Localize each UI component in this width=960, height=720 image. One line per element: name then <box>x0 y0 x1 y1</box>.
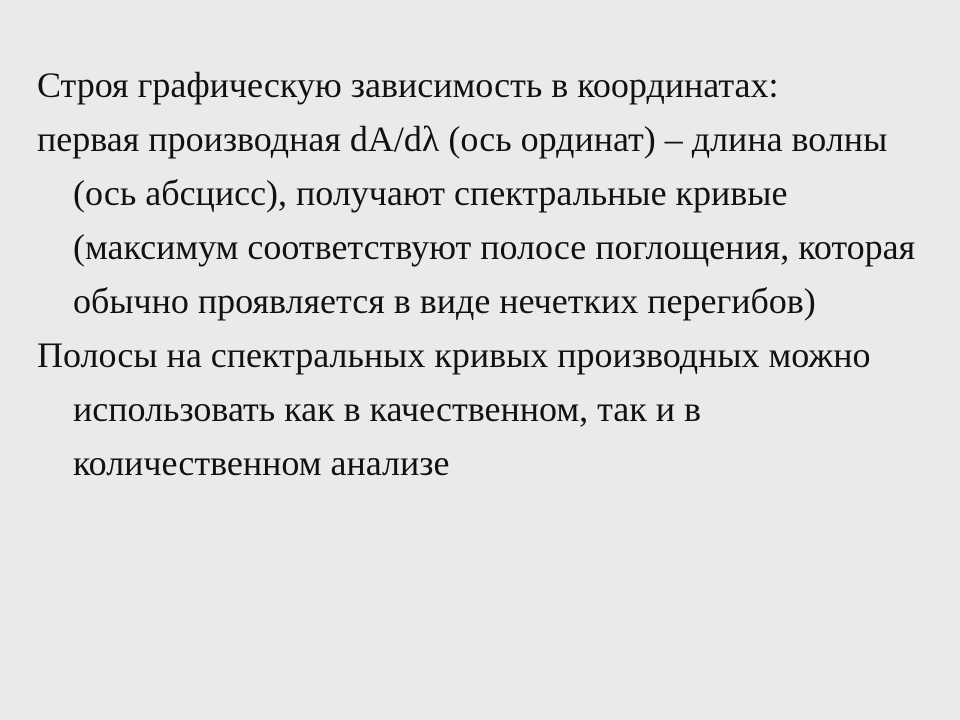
paragraph-bands: Полосы на спектральных кривых производных можно использовать как в качественном, так и в количественном анализе <box>37 335 871 483</box>
slide-body <box>37 58 927 490</box>
paragraph-intro: Строя графическую зависимость в координатах: <box>37 65 779 105</box>
paragraph-derivative: первая производная dA/dλ (ось ординат) – длина волны (ось абсцисс), получают спектральные кривые (максимум соответствуют полосе поглощения, которая обычно проявляется в виде нечетких перегибов) <box>37 119 916 321</box>
